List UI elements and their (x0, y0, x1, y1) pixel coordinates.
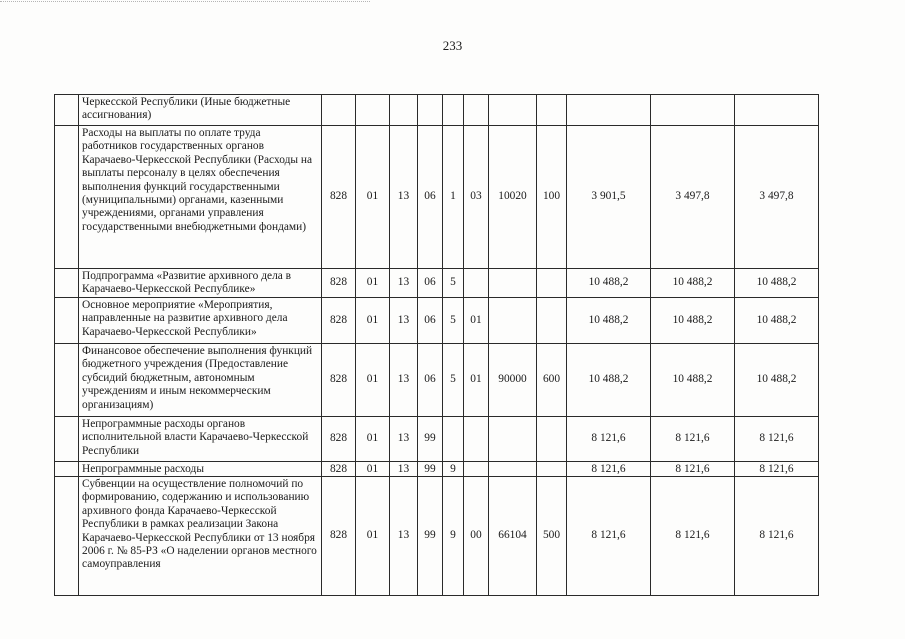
code-section: 01 (356, 462, 390, 477)
code-ministry: 828 (322, 417, 356, 462)
code-expense-type (537, 462, 567, 477)
code-subsection: 13 (390, 126, 418, 269)
amount-year-2 (651, 95, 735, 126)
row-name: Субвенции на осуществление полномочий по формированию, содержанию и использованию архивного фонда Карачаево-Черкесской Республики в рамках реализации Закона Карачаево-Черкесской Республики от 13 ноября 2006 г. № 85-РЗ «О наделении органов местного самоуправления (79, 477, 322, 596)
amount-year-1: 10 488,2 (567, 298, 651, 344)
code-ministry: 828 (322, 126, 356, 269)
code-event (464, 269, 489, 298)
table-row (55, 462, 819, 477)
code-subprogram: 9 (443, 477, 464, 596)
amount-year-1 (567, 95, 651, 126)
code-expense-type: 500 (537, 477, 567, 596)
code-ministry: 828 (322, 298, 356, 344)
code-direction (489, 95, 537, 126)
code-program: 99 (418, 462, 443, 477)
amount-year-2: 8 121,6 (651, 417, 735, 462)
code-event: 03 (464, 126, 489, 269)
code-section: 01 (356, 126, 390, 269)
code-event (464, 462, 489, 477)
amount-year-2: 10 488,2 (651, 269, 735, 298)
code-event (464, 417, 489, 462)
code-program: 06 (418, 298, 443, 344)
table-row (55, 298, 819, 344)
code-expense-type: 600 (537, 344, 567, 417)
code-event: 00 (464, 477, 489, 596)
code-section: 01 (356, 298, 390, 344)
amount-year-3: 8 121,6 (735, 477, 819, 596)
row-name: Основное мероприятие «Мероприятия, направленные на развитие архивного дела Карачаево-Черкесской Республики» (79, 298, 322, 344)
top-border-line (0, 1, 370, 2)
code-ministry: 828 (322, 269, 356, 298)
code-direction: 90000 (489, 344, 537, 417)
code-subsection: 13 (390, 344, 418, 417)
table-row (55, 269, 819, 298)
amount-year-3: 8 121,6 (735, 462, 819, 477)
row-name: Подпрограмма «Развитие архивного дела в Карачаево-Черкесской Республике» (79, 269, 322, 298)
code-subsection: 13 (390, 269, 418, 298)
indent-cell (55, 477, 79, 596)
amount-year-1: 8 121,6 (567, 477, 651, 596)
amount-year-3: 8 121,6 (735, 417, 819, 462)
amount-year-1: 8 121,6 (567, 462, 651, 477)
code-subsection: 13 (390, 462, 418, 477)
amount-year-2: 8 121,6 (651, 462, 735, 477)
code-section: 01 (356, 269, 390, 298)
amount-year-3: 10 488,2 (735, 298, 819, 344)
code-subprogram: 5 (443, 344, 464, 417)
code-program (418, 95, 443, 126)
code-subprogram (443, 417, 464, 462)
amount-year-2: 10 488,2 (651, 298, 735, 344)
code-event: 01 (464, 298, 489, 344)
amount-year-2: 8 121,6 (651, 477, 735, 596)
row-name: Непрограммные расходы органов исполнительной власти Карачаево-Черкесской Республики (79, 417, 322, 462)
code-subprogram: 5 (443, 298, 464, 344)
code-program: 06 (418, 344, 443, 417)
code-ministry: 828 (322, 462, 356, 477)
amount-year-3 (735, 95, 819, 126)
table-row (55, 95, 819, 126)
indent-cell (55, 417, 79, 462)
code-ministry (322, 95, 356, 126)
table-row (55, 477, 819, 596)
code-section (356, 95, 390, 126)
code-expense-type (537, 417, 567, 462)
code-direction (489, 462, 537, 477)
code-subsection: 13 (390, 298, 418, 344)
code-expense-type (537, 95, 567, 126)
indent-cell (55, 126, 79, 269)
amount-year-1: 8 121,6 (567, 417, 651, 462)
page-number: 233 (442, 38, 463, 53)
code-ministry: 828 (322, 344, 356, 417)
code-direction: 10020 (489, 126, 537, 269)
row-name: Черкесской Республики (Иные бюджетные ассигнования) (79, 95, 322, 126)
code-expense-type (537, 298, 567, 344)
code-event (464, 95, 489, 126)
code-subsection (390, 95, 418, 126)
code-subprogram: 1 (443, 126, 464, 269)
amount-year-2: 3 497,8 (651, 126, 735, 269)
amount-year-3: 10 488,2 (735, 269, 819, 298)
code-direction: 66104 (489, 477, 537, 596)
code-expense-type (537, 269, 567, 298)
code-direction (489, 269, 537, 298)
code-subprogram (443, 95, 464, 126)
table-row (55, 126, 819, 269)
code-subsection: 13 (390, 477, 418, 596)
code-section: 01 (356, 417, 390, 462)
code-direction (489, 298, 537, 344)
table-row (55, 417, 819, 462)
code-direction (489, 417, 537, 462)
amount-year-1: 10 488,2 (567, 269, 651, 298)
row-name: Расходы на выплаты по оплате труда работников государственных органов Карачаево-Черкесской Республики (Расходы на выплаты персоналу в целях обеспечения выполнения функций государственными (муниципальными) органами, казенными учреждениями, органами управления государственными внебюджетными фондами) (79, 126, 322, 269)
code-program: 99 (418, 417, 443, 462)
code-expense-type: 100 (537, 126, 567, 269)
indent-cell (55, 95, 79, 126)
code-subprogram: 9 (443, 462, 464, 477)
code-program: 06 (418, 269, 443, 298)
row-name: Непрограммные расходы (79, 462, 322, 477)
code-section: 01 (356, 477, 390, 596)
code-section: 01 (356, 344, 390, 417)
amount-year-1: 3 901,5 (567, 126, 651, 269)
indent-cell (55, 298, 79, 344)
code-program: 06 (418, 126, 443, 269)
code-event: 01 (464, 344, 489, 417)
amount-year-3: 10 488,2 (735, 344, 819, 417)
code-program: 99 (418, 477, 443, 596)
code-subsection: 13 (390, 417, 418, 462)
amount-year-2: 10 488,2 (651, 344, 735, 417)
code-ministry: 828 (322, 477, 356, 596)
amount-year-3: 3 497,8 (735, 126, 819, 269)
indent-cell (55, 462, 79, 477)
row-name: Финансовое обеспечение выполнения функций бюджетного учреждения (Предоставление субсидий бюджетным, автономным учреждениям и иным некоммерческим организациям) (79, 344, 322, 417)
indent-cell (55, 344, 79, 417)
amount-year-1: 10 488,2 (567, 344, 651, 417)
indent-cell (55, 269, 79, 298)
code-subprogram: 5 (443, 269, 464, 298)
budget-table (54, 94, 819, 596)
table-row (55, 344, 819, 417)
